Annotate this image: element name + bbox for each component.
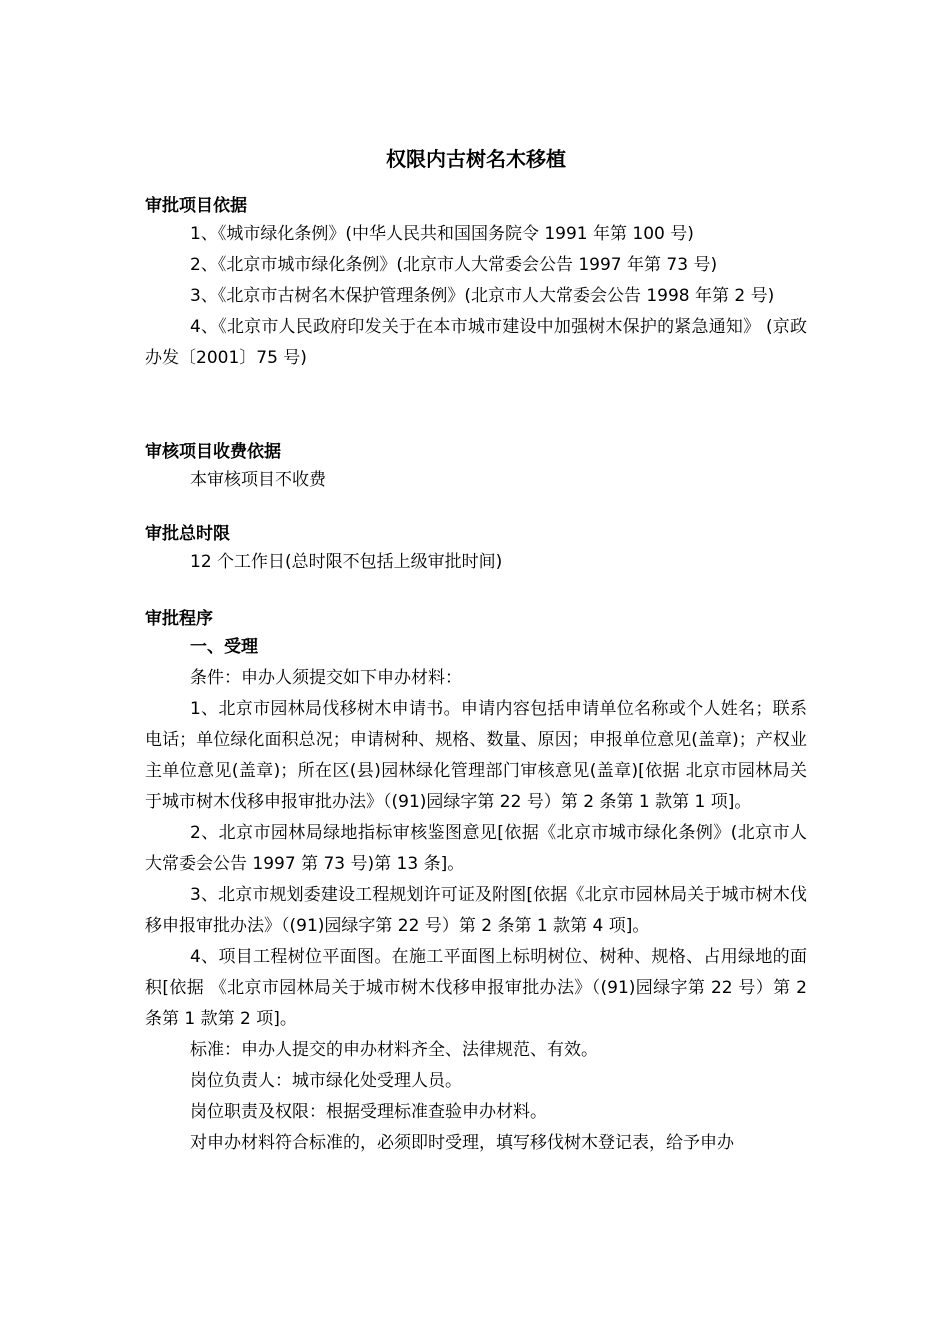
basis-item-1: 1、《城市绿化条例》(中华人民共和国国务院令 1991 年第 100 号) bbox=[190, 224, 694, 244]
material-item-4: 4、项目工程树位平面图。在施工平面图上标明树位、树种、规格、占用绿地的面积[依据 《北京市园林局关于城市树木伐移申报审批办法》（(91)园绿字第 22 号）第 2 条第 1 款第 2 项]。 bbox=[145, 947, 807, 1029]
document-title: 权限内古树名木移植 bbox=[386, 147, 566, 171]
material-item-1: 1、北京市园林局伐移树木申请书。申请内容包括申请单位名称或个人姓名；联系电话；单位绿化面积总况；申请树种、规格、数量、原因；申报单位意见(盖章)；产权业主单位意见(盖章)；所在区(县)园林绿化管理部门审核意见(盖章)[依据 北京市园林局关于城市树木伐移申报审批办法》（(91)园绿字第 22 号）第 2 条第 1 款第 1 项]。 bbox=[145, 699, 807, 812]
section-heading-time: 审批总时限 bbox=[145, 524, 230, 544]
procedure-condition: 条件：申办人须提交如下申办材料： bbox=[190, 668, 462, 688]
section-heading-basis: 审批项目依据 bbox=[145, 196, 247, 216]
procedure-duty: 岗位职责及权限：根据受理标准查验申办材料。 bbox=[190, 1102, 547, 1122]
procedure-standard: 标准：申办人提交的申办材料齐全、法律规范、有效。 bbox=[190, 1040, 598, 1060]
section-basis bbox=[145, 193, 807, 374]
section-heading-procedure: 审批程序 bbox=[145, 609, 213, 629]
material-item-3: 3、北京市规划委建设工程规划许可证及附图[依据《北京市园林局关于城市树木伐移申报审批办法》（(91)园绿字第 22 号）第 2 条第 1 款第 4 项]。 bbox=[145, 885, 807, 936]
fee-text: 本审核项目不收费 bbox=[190, 470, 326, 490]
basis-item-2: 2、《北京市城市绿化条例》(北京市人大常委会公告 1997 年第 73 号) bbox=[190, 255, 718, 275]
procedure-step-title: 一、受理 bbox=[190, 637, 258, 657]
procedure-responsible: 岗位负责人：城市绿化处受理人员。 bbox=[190, 1071, 462, 1091]
procedure-action: 对申办材料符合标准的，必须即时受理，填写移伐树木登记表，给予申办 bbox=[190, 1133, 734, 1153]
section-heading-fee: 审核项目收费依据 bbox=[145, 442, 281, 462]
section-procedure bbox=[145, 606, 807, 1159]
time-text: 12 个工作日(总时限不包括上级审批时间) bbox=[190, 552, 503, 572]
basis-item-3: 3、《北京市古树名木保护管理条例》(北京市人大常委会公告 1998 年第 2 号) bbox=[190, 286, 775, 306]
section-time bbox=[145, 521, 807, 578]
material-item-2: 2、北京市园林局绿地指标审核鉴图意见[依据《北京市城市绿化条例》(北京市人大常委会公告 1997 第 73 号)第 13 条]。 bbox=[145, 823, 807, 874]
basis-item-4: 4、《北京市人民政府印发关于在本市城市建设中加强树木保护的紧急通知》 (京政办发〔2001〕75 号) bbox=[145, 317, 807, 368]
section-fee bbox=[145, 439, 807, 496]
